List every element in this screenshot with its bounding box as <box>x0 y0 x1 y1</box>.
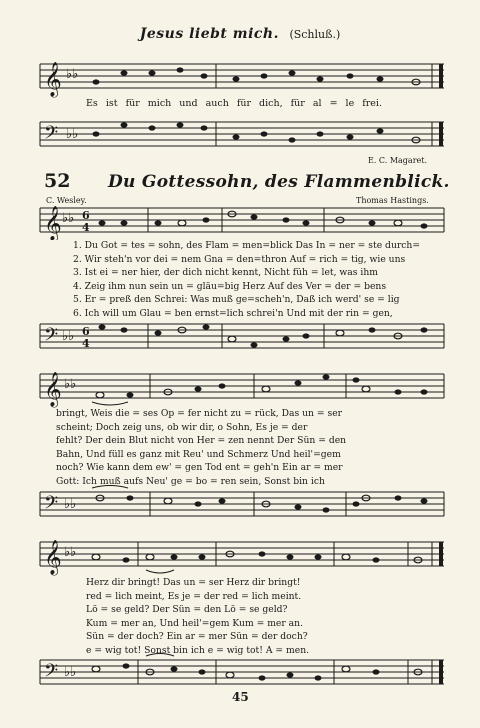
svg-text:♭♭: ♭♭ <box>66 127 79 142</box>
verse-5-line: Sün = der doch? Ein ar = mer Sün = der doch? <box>86 631 308 643</box>
svg-text:𝄢: 𝄢 <box>44 493 59 518</box>
svg-text:♭♭: ♭♭ <box>64 377 77 392</box>
verse-1-line: Herz dir bringt! Das un = ser Herz dir bringt! <box>86 577 301 588</box>
svg-text:𝄞: 𝄞 <box>44 62 62 97</box>
system1-credit: E. C. Magaret. <box>368 156 428 165</box>
system1-treble-staff <box>0 58 480 98</box>
svg-text:♭♭: ♭♭ <box>64 665 77 680</box>
verse-4-line: Kum = mer an, Und heil'=gem Kum = mer an. <box>86 617 304 629</box>
system3-verses <box>56 407 346 489</box>
system3-treble-staff <box>0 366 480 408</box>
verse-2-line: scheint; Doch zeig uns, ob wir dir, o Sohn, Es je = der <box>56 421 308 433</box>
svg-text:6: 6 <box>82 325 90 338</box>
page-number: 45 <box>232 690 249 704</box>
system4-verses <box>86 576 309 658</box>
system1-bass-staff <box>0 116 480 156</box>
verse-3-line: Lö = se geld? Der Sün = den Lö = se geld? <box>86 604 288 616</box>
svg-text:𝄢: 𝄢 <box>44 325 59 350</box>
hymn-credit-left: C. Wesley. <box>46 196 87 205</box>
svg-text:6: 6 <box>82 209 90 222</box>
svg-text:𝄢: 𝄢 <box>44 123 59 148</box>
svg-text:𝄞: 𝄞 <box>44 206 62 240</box>
verse-1-line: 1. Du Got = tes = sohn, des Flam = men=blick Das In = ner = ste durch= <box>73 240 421 251</box>
svg-text:𝄞: 𝄞 <box>44 372 62 407</box>
verse-2-line: red = lich meint, Es je = der red = lich meint. <box>86 590 302 602</box>
verse-4-line: 4. Zeig ihm nun sein un = gläu=big Herz Auf des Ver = der = bens <box>73 280 387 292</box>
svg-text:𝄞: 𝄞 <box>44 540 62 575</box>
svg-text:♭♭: ♭♭ <box>62 211 75 226</box>
page-header <box>0 26 480 42</box>
header-title: Jesus liebt mich. <box>139 26 279 42</box>
svg-text:𝄢: 𝄢 <box>44 661 59 686</box>
system2-bass-staff <box>0 318 480 358</box>
verse-4-line: Bahn, Und füll es ganz mit Reu' und Schmerz Und heil'=gem <box>56 448 341 460</box>
system4-treble-staff <box>0 534 480 576</box>
svg-text:♭♭: ♭♭ <box>64 497 77 512</box>
hymn-credit-right: Thomas Hastings. <box>356 196 429 205</box>
verse-6-line: e = wig tot! Sonst bin ich e = wig tot! A = men. <box>86 644 310 656</box>
hymn-number: 52 <box>44 170 71 192</box>
verse-5-line: 5. Er = preß den Schrei: Was muß ge=scheh'n, Daß ich werd' se = lig <box>73 294 400 306</box>
svg-text:♭♭: ♭♭ <box>64 545 77 560</box>
verse-3-line: fehlt? Der dein Blut nicht von Her = zen nennt Der Sün = den <box>56 435 347 447</box>
svg-text:4: 4 <box>82 337 90 350</box>
svg-text:♭♭: ♭♭ <box>66 67 79 82</box>
system2-treble-staff <box>0 202 480 240</box>
verse-6-line: Gott: Ich muß aufs Neu' ge = bo = ren sein, Sonst bin ich <box>56 475 325 487</box>
verse-6-line: 6. Ich will um Glau = ben ernst=lich schrei'n Und mit der rin = gen, <box>73 307 393 319</box>
verse-5-line: noch? Wie kann dem ew' = gen Tod ent = geh'n Ein ar = mer <box>56 462 343 474</box>
header-subtitle: (Schluß.) <box>289 28 341 41</box>
system2-verses <box>73 239 420 321</box>
system3-bass-staff <box>0 484 480 528</box>
svg-text:♭♭: ♭♭ <box>62 329 75 344</box>
system1-lyric: Es ist für mich und auch für dich, für al = le frei. <box>86 98 382 109</box>
verse-2-line: 2. Wir steh'n vor dei = nem Gna = den=thron Auf = rich = tig, wie uns <box>73 253 406 265</box>
verse-1-line: bringt, Weis die = ses Op = fer nicht zu = rück, Das un = ser <box>56 408 343 419</box>
verse-3-line: 3. Ist ei = ner hier, der dich nicht kennt, Nicht füh = let, was ihm <box>73 267 378 279</box>
hymn-title: Du Gottessohn, des Flammenblick. <box>108 172 450 192</box>
svg-text:4: 4 <box>82 221 90 234</box>
